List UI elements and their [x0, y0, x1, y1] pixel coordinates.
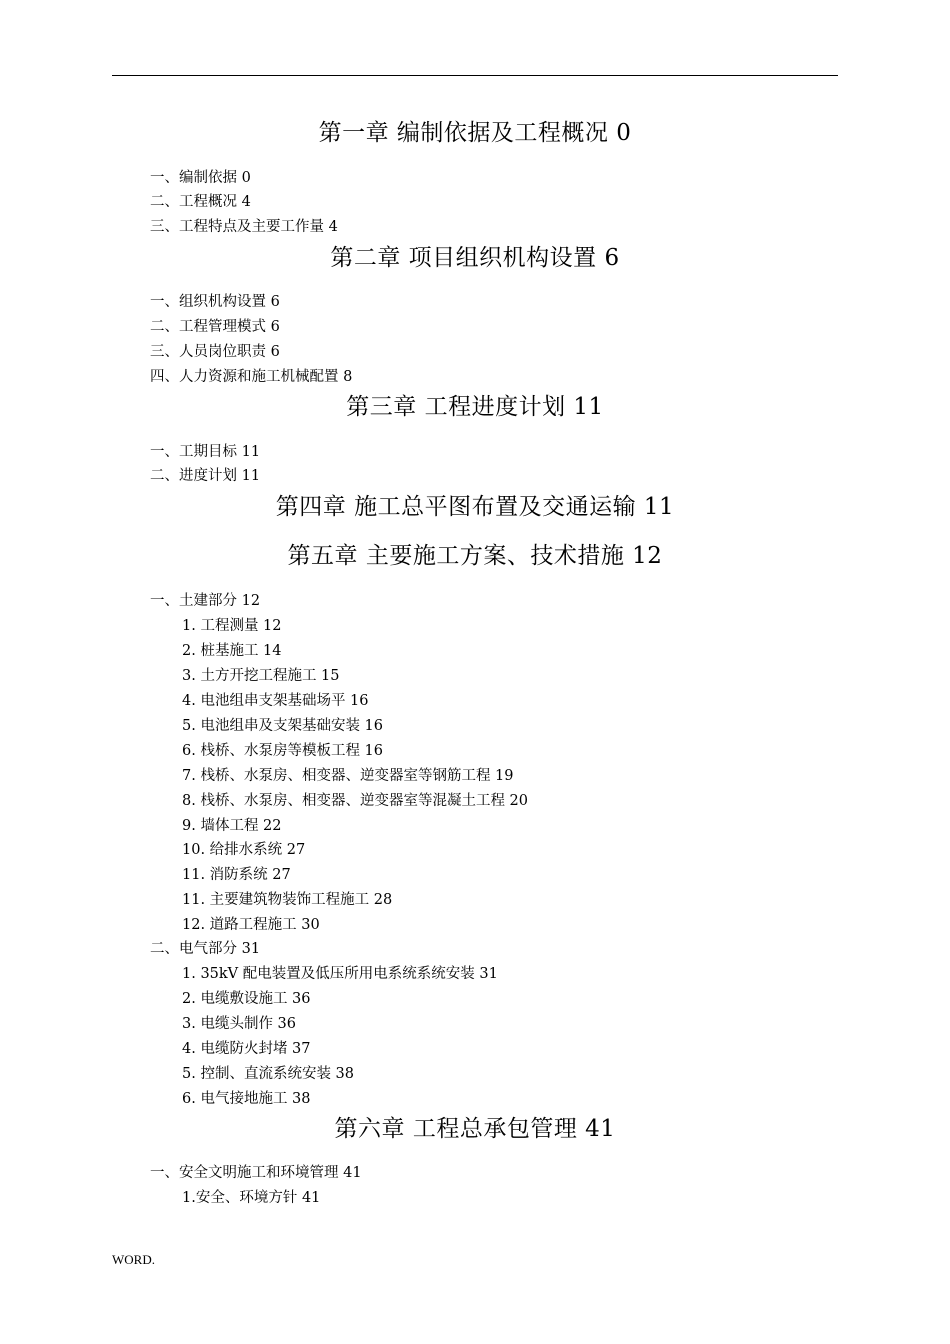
toc-entry: 二、电气部分 31 [150, 941, 261, 957]
toc-entry: 二、工程管理模式 6 [150, 319, 280, 335]
toc-entry: 1. 工程测量 12 [182, 618, 282, 634]
toc-entry: 11. 主要建筑物装饰工程施工 28 [182, 892, 393, 908]
toc-entry: 二、工程概况 4 [150, 194, 251, 210]
toc-chapter-heading: 第三章 工程进度计划 11 [346, 394, 604, 420]
toc-entry: 4. 电缆防火封堵 37 [182, 1041, 311, 1057]
toc-entry: 2. 电缆敷设施工 36 [182, 991, 311, 1007]
toc-chapter-heading: 第六章 工程总承包管理 41 [334, 1116, 616, 1142]
toc-entry: 1.安全、环境方针 41 [182, 1190, 321, 1206]
toc-entry: 一、编制依据 0 [150, 170, 251, 186]
toc-entry: 5. 控制、直流系统安装 38 [182, 1066, 355, 1082]
toc-entry: 8. 栈桥、水泵房、相变器、逆变器室等混凝土工程 20 [182, 793, 529, 809]
toc-entry: 一、土建部分 12 [150, 593, 261, 609]
toc-entry: 12. 道路工程施工 30 [182, 917, 320, 933]
page-footer: WORD. [112, 1252, 155, 1267]
toc-entry: 一、组织机构设置 6 [150, 294, 280, 310]
toc-chapter-heading: 第二章 项目组织机构设置 6 [330, 245, 620, 271]
toc-entry: 4. 电池组串支架基础场平 16 [182, 693, 369, 709]
toc-entry: 5. 电池组串及支架基础安装 16 [182, 718, 384, 734]
toc-entry: 6. 电气接地施工 38 [182, 1091, 311, 1107]
toc-entry: 6. 栈桥、水泵房等模板工程 16 [182, 743, 384, 759]
toc-entry: 3. 土方开挖工程施工 15 [182, 668, 340, 684]
toc-entry: 三、工程特点及主要工作量 4 [150, 219, 338, 235]
toc-chapter-heading: 第一章 编制依据及工程概况 0 [318, 120, 632, 146]
toc-entry: 三、人员岗位职责 6 [150, 344, 280, 360]
toc-entry: 3. 电缆头制作 36 [182, 1016, 297, 1032]
toc-entry: 10. 给排水系统 27 [182, 842, 306, 858]
toc-entry: 2. 桩基施工 14 [182, 643, 282, 659]
toc-chapter-heading: 第五章 主要施工方案、技术措施 12 [287, 543, 663, 569]
toc-chapter-heading: 第四章 施工总平图布置及交通运输 11 [275, 494, 675, 520]
toc-entry: 11. 消防系统 27 [182, 867, 291, 883]
toc-entry: 一、安全文明施工和环境管理 41 [150, 1165, 362, 1181]
toc-entry: 9. 墙体工程 22 [182, 818, 282, 834]
toc-entry: 7. 栈桥、水泵房、相变器、逆变器室等钢筋工程 19 [182, 768, 514, 784]
toc-entry: 1. 35kV 配电装置及低压所用电系统系统安装 31 [182, 966, 498, 982]
toc-entry: 二、进度计划 11 [150, 468, 261, 484]
toc-entry: 一、工期目标 11 [150, 444, 261, 460]
toc-entry: 四、人力资源和施工机械配置 8 [150, 369, 353, 385]
